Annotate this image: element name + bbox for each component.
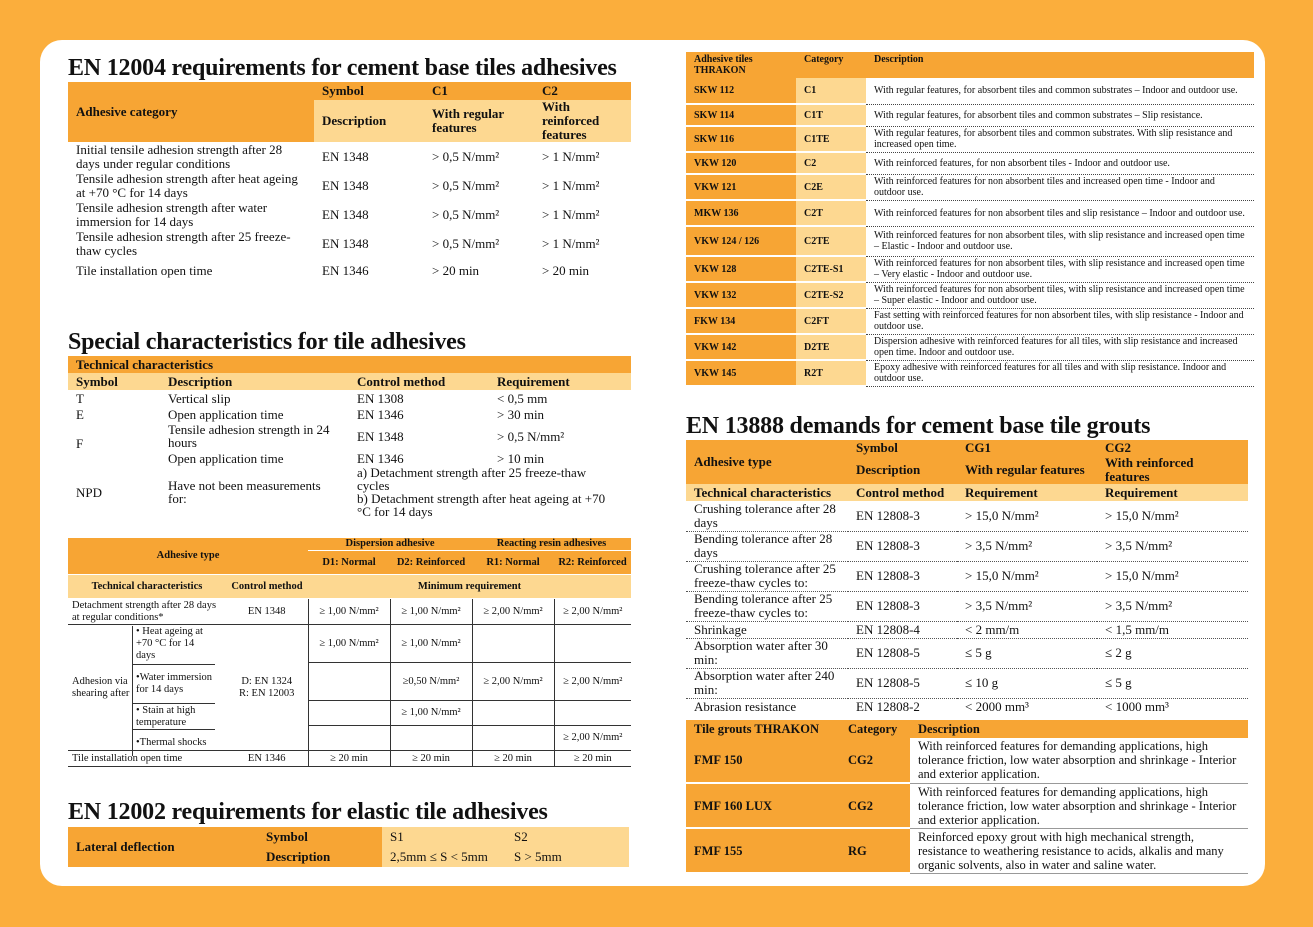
cg2-desc: With reinforced features: [1097, 456, 1248, 484]
symbol-col: Symbol: [68, 373, 160, 390]
symbol-header: Symbol: [848, 440, 957, 456]
s1-desc: 2,5mm ≤ S < 5mm: [382, 847, 506, 867]
en13888-table: [686, 440, 1248, 715]
special-table: [68, 356, 631, 518]
adhesion-label: Adhesion via shearing after: [72, 675, 130, 699]
d1-header: D1: Normal: [308, 551, 390, 575]
en12002-title: EN 12002 requirements for elastic tile adhesives: [68, 799, 548, 825]
description-header: Description: [314, 100, 424, 142]
table-row: Adhesion via shearing after D: EN 1324 R: EN 12003 ≥ 1,00 N/mm² ≥ 1,00 N/mm²: [68, 625, 631, 663]
adhesive-category-header: Adhesive category: [68, 82, 314, 142]
tech-header: Technical characteristics: [686, 484, 848, 501]
table-row: FMF 160 LUX CG2 With reinforced features for demanding applications, high tolerance friction, low water absorption and shrinkage - Interior and exterior application.: [686, 783, 1248, 828]
sub-label: • Heat ageing at +70 °C for 14 days: [133, 626, 215, 665]
method-col: Control method: [349, 373, 489, 390]
table-row: Tensile adhesion strength after 25 freeze-thaw cycles EN 1348 > 0,5 N/mm² > 1 N/mm²: [76, 228, 600, 258]
d2-header: D2: Reinforced: [390, 551, 472, 575]
req-col: Requirement: [489, 373, 631, 390]
category-col: Category: [840, 720, 910, 738]
c2-header: C2: [534, 82, 631, 100]
req-header: Requirement: [1097, 484, 1248, 501]
table-row: FMF 155 RG Reinforced epoxy grout with high mechanical strength, resistance to weathering resistance to acids, alkalis and many organic solvents, also in water and saline water.: [686, 828, 1248, 873]
category-col: Category: [796, 52, 866, 78]
sub-label: • Stain at high temperature: [133, 704, 215, 730]
adhesive-type-header: Adhesive type: [686, 440, 848, 484]
table-row: MKW 136 C2T With reinforced features for non absorbent tiles and slip resistance – Indoor and outdoor use.: [686, 200, 1254, 226]
r1-header: R1: Normal: [472, 551, 554, 575]
table-row: Bending tolerance after 28 days EN 12808-3 > 3,5 N/mm² > 3,5 N/mm²: [686, 531, 1248, 561]
table-row: Crushing tolerance after 28 days EN 12808-3 > 15,0 N/mm² > 15,0 N/mm²: [686, 501, 1248, 531]
table-row: ≥0,50 N/mm² ≥ 2,00 N/mm² ≥ 2,00 N/mm²: [68, 663, 631, 701]
product-col: Adhesive tiles THRAKON: [686, 52, 796, 78]
tech-header: Technical characteristics: [68, 575, 226, 599]
table-row: VKW 121 C2E With reinforced features for non absorbent tiles and increased open time - Indoor and outdoor use.: [686, 174, 1254, 200]
table-row: T Vertical slip EN 1308 < 0,5 mm: [76, 390, 548, 406]
table-row: Abrasion resistance EN 12808-2 < 2000 mm³ < 1000 mm³: [694, 698, 1169, 714]
min-req-header: Minimum requirement: [308, 575, 631, 599]
dispersion-header: Dispersion adhesive: [308, 538, 472, 551]
table-row: Tile installation open time EN 1346 > 20 min > 20 min: [76, 263, 590, 278]
table-row: Tensile adhesion strength after heat ageing at +70 °C for 14 days EN 1348 > 0,5 N/mm² > 1 N/mm²: [76, 170, 600, 200]
c1-header: C1: [424, 82, 534, 100]
table-row: Detachment strength after 28 days at regular conditions* EN 1348 ≥ 1,00 N/mm² ≥ 1,00 N/mm² ≥ 2,00 N/mm² ≥ 2,00 N/mm²: [68, 599, 631, 625]
en12004-table: [68, 82, 631, 284]
r2-header: R2: Reinforced: [554, 551, 631, 575]
table-row: VKW 145 R2T Epoxy adhesive with reinforced features for all tiles and with slip resistance. Indoor and outdoor use.: [686, 360, 1254, 386]
description-col: Description: [910, 720, 1248, 738]
table-row: SKW 114 C1T With regular features, for absorbent tiles and common substrates – Slip resistance.: [686, 104, 1254, 126]
table-row: Absorption water after 30 min: EN 12808-5 ≤ 5 g ≤ 2 g: [686, 638, 1248, 668]
table-row: VKW 128 C2TE-S1 With reinforced features for non absorbent tiles, with slip resistance and increased open time – Very elastic - Indoor and outdoor use.: [686, 256, 1254, 282]
table-row: Tensile adhesion strength after water immersion for 14 days EN 1348 > 0,5 N/mm² > 1 N/mm²: [76, 199, 600, 229]
table-row: FKW 134 C2FT Fast setting with reinforced features for non absorbent tiles, with slip resistance - Indoor and outdoor use.: [686, 308, 1254, 334]
table-row: Bending tolerance after 25 freeze-thaw cycles to: EN 12808-3 > 3,5 N/mm² > 3,5 N/mm²: [686, 591, 1248, 621]
table-row: E Open application time EN 1346 > 30 min: [76, 406, 545, 422]
req-header: Requirement: [957, 484, 1097, 501]
en12004-title: EN 12004 requirements for cement base tiles adhesives: [68, 55, 617, 81]
en13888-title: EN 13888 demands for cement base tile grouts: [686, 413, 1151, 439]
table-row: SKW 116 C1TE With regular features, for absorbent tiles and common substrates. With slip resistance and increased open time.: [686, 126, 1254, 152]
description-header: Description: [258, 847, 382, 867]
lateral-deflection: Lateral deflection: [68, 827, 258, 867]
table-row: Tile installation open time EN 1346 ≥ 20 min ≥ 20 min ≥ 20 min ≥ 20 min: [68, 751, 631, 767]
reacting-header: Reacting resin adhesives: [472, 538, 631, 551]
table-row: VKW 142 D2TE Dispersion adhesive with reinforced features for all tiles, with slip resistance and increased open time. Indoor and outdoor use.: [686, 334, 1254, 360]
adhesive-type-header: Adhesive type: [68, 538, 308, 575]
symbol-header: Symbol: [258, 827, 382, 847]
thrakon-grouts-table: [686, 720, 1248, 874]
table-row: Absorption water after 240 min: EN 12808-5 ≤ 10 g ≤ 5 g: [686, 668, 1248, 698]
desc-col: Description: [160, 373, 349, 390]
c2-desc: With reinforced features: [534, 100, 631, 142]
table-row: ≥ 1,00 N/mm²: [68, 701, 631, 726]
table-row: VKW 132 C2TE-S2 With reinforced features for non absorbent tiles, with slip resistance and increased open time – Super elastic - Indoor and outdoor use.: [686, 282, 1254, 308]
en12002-table: [68, 827, 629, 867]
tech-header: Technical characteristics: [68, 356, 631, 373]
cg1-header: CG1: [957, 440, 1097, 456]
table-row: Open application time EN 1346 > 10 min: [168, 450, 545, 466]
table-row: NPD Have not been measurements for: a) Detachment strength after 25 freeze-thaw cycles b) Detachment strength after heat ageing at +70 °C for 14 days: [76, 465, 606, 519]
table-row: SKW 112 C1 With regular features, for absorbent tiles and common substrates – Indoor and outdoor use.: [686, 78, 1254, 104]
adhesion-sub-labels: [132, 626, 215, 756]
table-row: Crushing tolerance after 25 freeze-thaw cycles to: EN 12808-3 > 15,0 N/mm² > 15,0 N/mm²: [686, 561, 1248, 591]
table-row: FMF 150 CG2 With reinforced features for demanding applications, high tolerance friction, low water absorption and shrinkage - Interior and exterior application.: [686, 738, 1248, 783]
c1-desc: With regular features: [424, 100, 534, 142]
cg2-header: CG2: [1097, 440, 1248, 456]
s2: S2: [506, 827, 629, 847]
table-row: VKW 124 / 126 C2TE With reinforced features for non absorbent tiles, with slip resistance and increased open time – Elastic - Indoor and outdoor use.: [686, 226, 1254, 256]
sub-label: •Thermal shocks: [136, 737, 207, 748]
sub-label: •Water immersion for 14 days: [133, 665, 215, 704]
cg1-desc: With regular features: [957, 456, 1097, 484]
control-header: Control method: [226, 575, 308, 599]
table-row: Shrinkage EN 12808-4 < 2 mm/m < 1,5 mm/m: [686, 621, 1248, 638]
description-col: Description: [866, 52, 1254, 78]
symbol-header: Symbol: [314, 82, 424, 100]
thrakon-adhesives-table: [686, 52, 1254, 387]
s1: S1: [382, 827, 506, 847]
table-row: F Tensile adhesion strength in 24 hours EN 1348 > 0,5 N/mm²: [76, 422, 565, 451]
control-header: Control method: [848, 484, 957, 501]
table-row: ≥ 2,00 N/mm²: [68, 726, 631, 751]
table-row: VKW 120 C2 With reinforced features, for non absorbent tiles - Indoor and outdoor use.: [686, 152, 1254, 174]
description-header: Description: [848, 456, 957, 484]
table-row: Initial tensile adhesion strength after 28 days under regular conditions EN 1348 > 0,5 N/mm² > 1 N/mm²: [76, 141, 600, 171]
special-title: Special characteristics for tile adhesives: [68, 329, 466, 355]
s2-desc: S > 5mm: [506, 847, 629, 867]
product-col: Tile grouts THRAKON: [686, 720, 840, 738]
